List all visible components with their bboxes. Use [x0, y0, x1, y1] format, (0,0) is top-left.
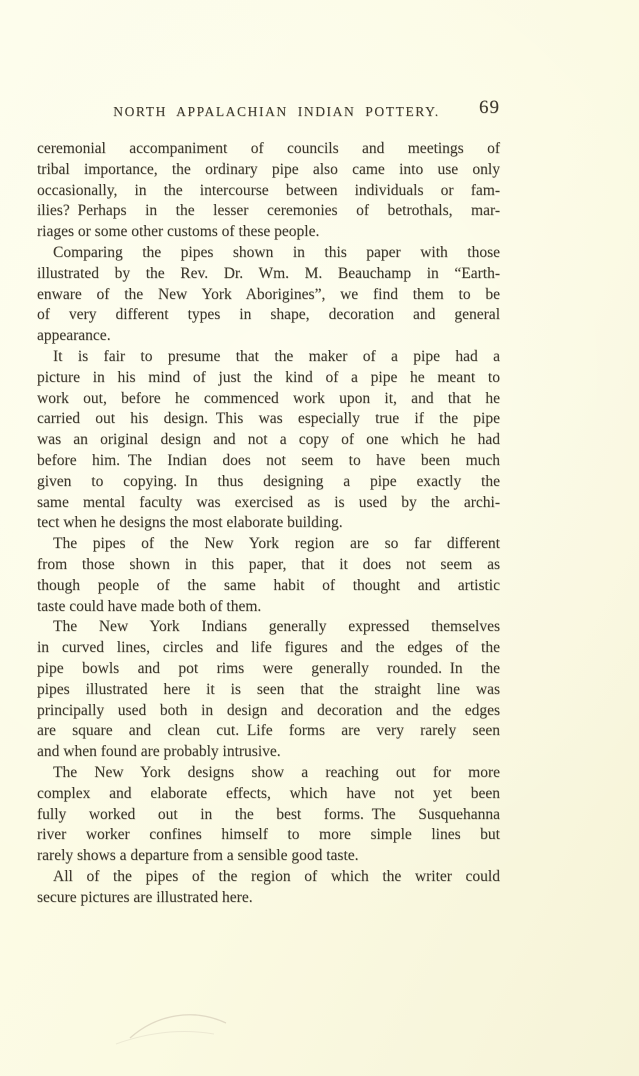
text-line: pipe bowls and pot rims were generally rounded. In the — [37, 659, 500, 677]
paragraph — [37, 617, 500, 763]
text-line: tect when he designs the most elaborate building. — [37, 514, 343, 532]
text-line: Comparing the pipes shown in this paper with those — [53, 243, 500, 261]
text-line: in curved lines, circles and life figures and the edges of the — [37, 639, 500, 657]
paragraph — [37, 347, 500, 534]
text-line: illustrated by the Rev. Dr. Wm. M. Beauchamp in “Earth- — [37, 264, 500, 282]
text-line: riages or some other customs of these people. — [37, 223, 320, 241]
text-line: pipes illustrated here it is seen that the straight line was — [37, 680, 500, 698]
text-line: ceremonial accompaniment of councils and meetings of — [37, 140, 500, 157]
pencil-mark — [112, 998, 262, 1050]
paragraph — [37, 534, 500, 617]
body-text — [37, 139, 500, 908]
text-line: was an original design and not a copy of one which he had — [37, 431, 500, 449]
text-line: ilies? Perhaps in the lesser ceremonies of betrothals, mar- — [37, 202, 500, 220]
text-line: and when found are probably intrusive. — [37, 743, 281, 761]
text-line: same mental faculty was exercised as is used by the archi- — [37, 493, 500, 511]
text-line: picture in his mind of just the kind of a pipe he meant to — [37, 368, 500, 386]
paragraph — [37, 243, 500, 347]
text-line: tribal importance, the ordinary pipe also came into use only — [37, 160, 500, 178]
text-line: carried out his design. This was especially true if the pipe — [37, 410, 500, 428]
text-line: before him. The Indian does not seem to have been much — [37, 451, 500, 469]
paragraph — [37, 867, 500, 909]
paragraph — [37, 139, 500, 243]
text-line: The New York designs show a reaching out for more — [53, 763, 500, 781]
text-line: taste could have made both of them. — [37, 597, 262, 615]
text-line: enware of the New York Aborigines”, we find them to be — [37, 285, 500, 303]
text-line: work out, before he commenced work upon it, and that he — [37, 389, 500, 407]
text-line: It is fair to presume that the maker of a pipe had a — [53, 347, 500, 365]
text-line: from those shown in this paper, that it does not seem as — [37, 555, 500, 573]
text-line: secure pictures are illustrated here. — [37, 888, 253, 906]
text-line: occasionally, in the intercourse between individuals or fam- — [37, 181, 500, 199]
text-line: are square and clean cut. Life forms are very rarely seen — [37, 722, 500, 740]
text-line: given to copying. In thus designing a pipe exactly the — [37, 472, 500, 490]
page-number: 69 — [479, 97, 500, 118]
text-line: appearance. — [37, 327, 111, 345]
text-line: principally used both in design and decoration and the edges — [37, 701, 500, 719]
text-line: The pipes of the New York region are so far different — [53, 535, 500, 553]
text-line: The New York Indians generally expressed themselves — [53, 618, 500, 636]
text-line: All of the pipes of the region of which the writer could — [53, 867, 500, 885]
running-title: NORTH APPALACHIAN INDIAN POTTERY. — [113, 104, 440, 119]
text-line: fully worked out in the best forms. The Susquehanna — [37, 805, 500, 823]
text-line: rarely shows a departure from a sensible good taste. — [37, 847, 359, 865]
text-line: of very different types in shape, decoration and general — [37, 306, 500, 324]
paragraph — [37, 763, 500, 867]
text-line: though people of the same habit of thought and artistic — [37, 576, 500, 594]
text-line: complex and elaborate effects, which have not yet been — [37, 784, 500, 802]
page-header — [37, 97, 500, 120]
text-line: river worker confines himself to more simple lines but — [37, 826, 500, 844]
